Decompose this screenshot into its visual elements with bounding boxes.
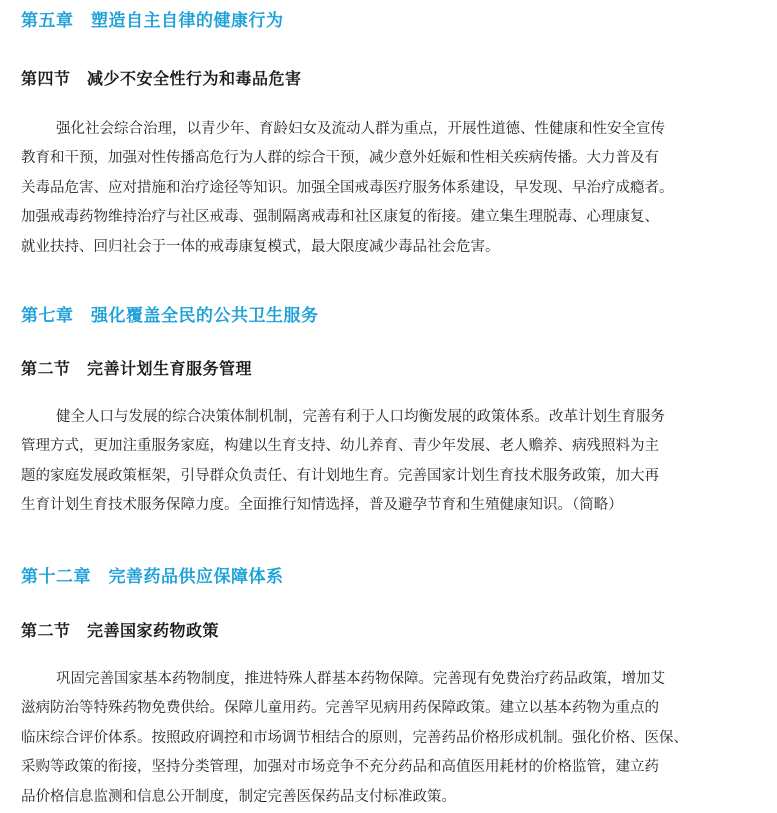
- paragraph: [21, 665, 765, 812]
- paragraph-line: 题的家庭发展政策框架，引导群众负责任、有计划地生育。完善国家计划生育技术服务政策，加大再: [21, 467, 659, 484]
- paragraph-line: 巩固完善国家基本药物制度，推进特殊人群基本药物保障。完善现有免费治疗药品政策，增加艾: [56, 671, 665, 687]
- section-title: 第四节 减少不安全性行为和毒品危害: [21, 69, 302, 88]
- paragraph-line: 生育计划生育技术服务保障力度。全面推行知情选择，普及避孕节育和生殖健康知识。（简略）: [21, 497, 623, 514]
- chapter-title: 第七章 强化覆盖全民的公共卫生服务: [21, 306, 319, 326]
- section-title: 第二节 完善计划生育服务管理: [21, 359, 253, 378]
- paragraph-line: 管理方式，更加注重服务家庭，构建以生育支持、幼儿养育、青少年发展、老人赡养、病残照料为主: [21, 438, 659, 455]
- paragraph-line: 临床综合评价体系。按照政府调控和市场调节相结合的原则，完善药品价格形成机制。强化价格、医保、: [21, 729, 688, 746]
- paragraph-line: 健全人口与发展的综合决策体制机制，完善有利于人口均衡发展的政策体系。改革计划生育服务: [56, 409, 665, 425]
- paragraph-line: 滋病防治等特殊药物免费供给。保障儿童用药。完善罕见病用药保障政策。建立以基本药物为重点的: [21, 700, 659, 717]
- paragraph-line: 关毒品危害、应对措施和治疗途径等知识。加强全国戒毒医疗服务体系建设，早发现、早治疗成瘾者。: [21, 179, 674, 196]
- chapter-title: 第五章 塑造自主自律的健康行为: [21, 11, 284, 31]
- paragraph-line: 品价格信息监测和信息公开制度，制定完善医保药品支付标准政策。: [21, 788, 456, 805]
- paragraph-line: 就业扶持、回归社会于一体的戒毒康复模式，最大限度减少毒品社会危害。: [21, 238, 500, 255]
- section-title: 第二节 完善国家药物政策: [21, 621, 220, 640]
- paragraph: [21, 115, 765, 262]
- paragraph-line: 教育和干预，加强对性传播高危行为人群的综合干预，减少意外妊娠和性相关疾病传播。大力普及有: [21, 150, 659, 167]
- paragraph-line: 加强戒毒药物维持治疗与社区戒毒、强制隔离戒毒和社区康复的衔接。建立集生理脱毒、心理康复、: [21, 209, 659, 226]
- paragraph-line: 采购等政策的衔接，坚持分类管理，加强对市场竞争不充分药品和高值医用耗材的价格监管，建立药: [21, 759, 659, 776]
- chapter-title: 第十二章 完善药品供应保障体系: [21, 567, 284, 587]
- paragraph-line: 强化社会综合治理，以青少年、育龄妇女及流动人群为重点，开展性道德、性健康和性安全宣传: [56, 121, 665, 137]
- paragraph: [21, 403, 765, 521]
